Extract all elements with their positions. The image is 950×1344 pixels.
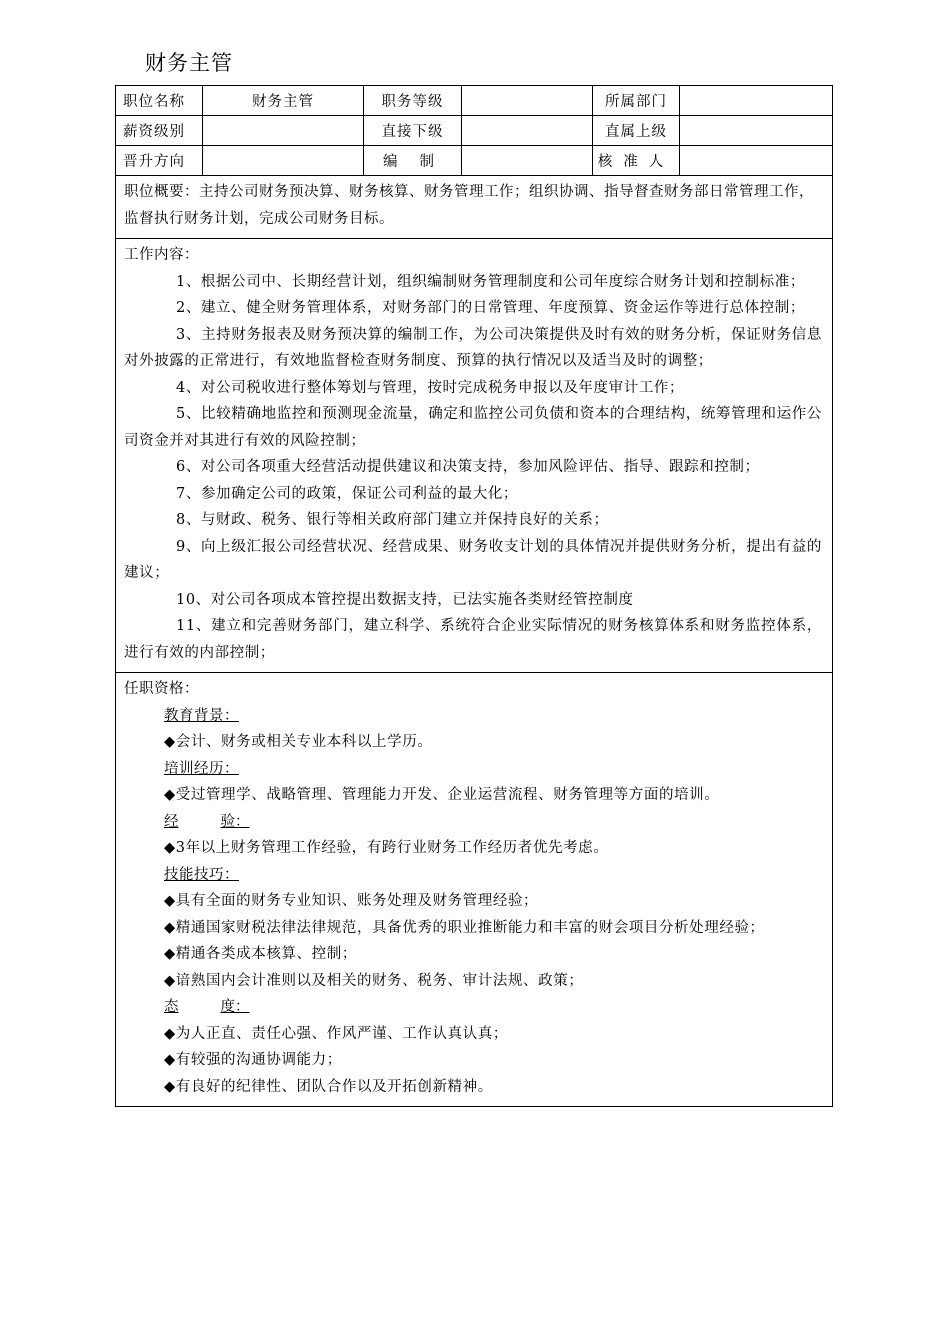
attitude-heading-part-a: 态 — [164, 999, 179, 1015]
duty-item: 2、建立、健全财务管理体系，对财务部门的日常管理、年度预算、资金运作等进行总体控制； — [176, 300, 805, 316]
experience-item: ◆3年以上财务管理工作经验，有跨行业财务工作经历者优先考虑。 — [164, 840, 609, 856]
header-row-2 — [116, 116, 832, 146]
value-job-grade — [462, 86, 593, 115]
duty-item: 11、建立和完善财务部门，建立科学、系统符合企业实际情况的财务核算体系和财务监控体系，进行有效的内部控制； — [124, 618, 822, 661]
duty-item: 7、参加确定公司的政策，保证公司利益的最大化； — [176, 485, 519, 502]
attitude-item: ◆为人正直、责任心强、作风严谨、工作认真认真； — [164, 1025, 508, 1042]
label-prepared-by: 编制 — [364, 146, 462, 175]
value-department — [680, 86, 832, 115]
duty-item: 4、对公司税收进行整体筹划与管理，按时完成税务申报以及年度审计工作； — [176, 379, 685, 396]
attitude-heading — [124, 994, 822, 1021]
position-summary: 职位概要：主持公司财务预决算、财务核算、财务管理工作；组织协调、指导督查财务部日常管理工作，监督执行财务计划，完成公司财务目标。 — [116, 176, 832, 239]
duty-item: 10、对公司各项成本管控提出数据支持，已法实施各类财经管控制度 — [176, 591, 634, 608]
duties-label: 工作内容： — [124, 247, 199, 263]
experience-heading — [124, 809, 822, 836]
value-position-name: 财务主管 — [203, 86, 364, 115]
education-heading: 教育背景： — [164, 707, 239, 724]
skills-item: ◆谙熟国内会计准则以及相关的财务、税务、审计法规、政策； — [164, 972, 584, 989]
label-department: 所属部门 — [593, 86, 680, 115]
label-promotion-path: 晋升方向 — [116, 146, 203, 175]
duties-section — [116, 239, 832, 673]
skills-item: ◆具有全面的财务专业知识、账务处理及财务管理经验； — [164, 893, 539, 909]
skills-heading: 技能技巧： — [164, 866, 239, 883]
attitude-heading-part-b: 度： — [220, 999, 250, 1015]
page-title: 财务主管 — [145, 51, 233, 75]
qualifications-section — [116, 673, 832, 1106]
attitude-item: ◆有良好的纪律性、团队合作以及开拓创新精神。 — [164, 1078, 493, 1095]
label-job-grade: 职务等级 — [364, 86, 462, 115]
value-promotion-path — [203, 146, 364, 175]
label-direct-superior: 直属上级 — [593, 116, 680, 145]
value-salary-level — [203, 116, 364, 145]
training-item: ◆受过管理学、战略管理、管理能力开发、企业运营流程、财务管理等方面的培训。 — [164, 787, 720, 803]
value-direct-superior — [680, 116, 832, 145]
skills-item: ◆精通国家财税法律法律规范，具备优秀的职业推断能力和丰富的财会项目分析处理经验； — [164, 919, 765, 936]
duty-item: 6、对公司各项重大经营活动提供建议和决策支持，参加风险评估、指导、跟踪和控制； — [176, 459, 760, 475]
skills-item: ◆精通各类成本核算、控制； — [164, 946, 357, 962]
label-position-name: 职位名称 — [116, 86, 203, 115]
label-approved-by: 核准人 — [593, 146, 680, 175]
value-approved-by — [680, 146, 832, 175]
duty-item: 9、向上级汇报公司经营状况、经营成果、财务收支计划的具体情况并提供财务分析，提出有益的建议； — [124, 538, 822, 581]
label-direct-subordinate: 直接下级 — [364, 116, 462, 145]
experience-heading-part-b: 验： — [220, 813, 250, 830]
training-heading: 培训经历： — [164, 760, 239, 777]
value-prepared-by — [462, 146, 593, 175]
qualifications-label: 任职资格： — [124, 681, 199, 697]
duty-item: 1、根据公司中、长期经营计划，组织编制财务管理制度和公司年度综合财务计划和控制标准； — [176, 273, 805, 290]
duty-item: 3、主持财务报表及财务预决算的编制工作，为公司决策提供及时有效的财务分析，保证财务信息对外披露的正常进行，有效地监督检查财务制度、预算的执行情况以及适当及时的调整； — [124, 326, 822, 369]
experience-heading-part-a: 经 — [164, 813, 179, 830]
header-row-1 — [116, 86, 832, 116]
duty-item: 8、与财政、税务、银行等相关政府部门建立并保持良好的关系； — [176, 512, 609, 528]
header-row-3 — [116, 146, 832, 176]
value-direct-subordinate — [462, 116, 593, 145]
label-salary-level: 薪资级别 — [116, 116, 203, 145]
duty-item: 5、比较精确地监控和预测现金流量，确定和监控公司负债和资本的合理结构，统筹管理和运作公司资金并对其进行有效的风险控制； — [124, 406, 822, 449]
attitude-item: ◆有较强的沟通协调能力； — [164, 1052, 342, 1068]
education-item: ◆会计、财务或相关专业本科以上学历。 — [164, 734, 433, 750]
job-description-form — [115, 85, 833, 1107]
